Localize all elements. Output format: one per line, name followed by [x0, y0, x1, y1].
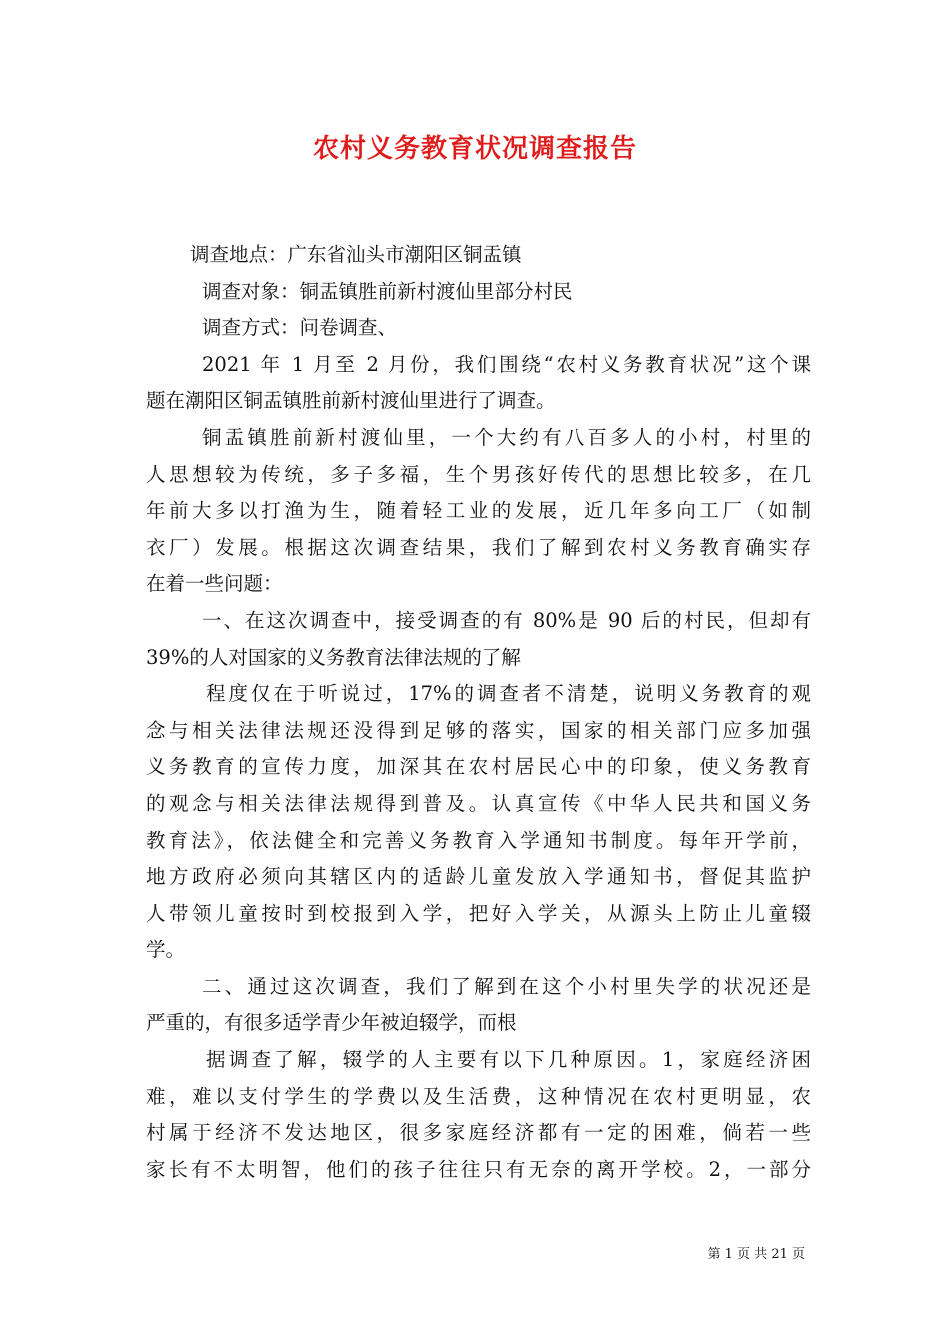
text-line: 衣厂）发展。根据这次调查结果，我们了解到农村义务教育确实存: [146, 535, 811, 559]
text-line: 学。: [146, 938, 186, 962]
text-line: 铜盂镇胜前新村渡仙里，一个大约有八百多人的小村，村里的: [202, 425, 811, 449]
text-line: 年前大多以打渔为生，随着轻工业的发展，近几年多向工厂（如制: [146, 499, 811, 523]
text-line: 在着一些问题：: [146, 572, 283, 596]
text-line: 义务教育的宣传力度，加深其在农村居民心中的印象，使义务教育: [146, 755, 811, 779]
text-line: 人思想较为传统，多子多福，生个男孩好传代的思想比较多，在几: [146, 462, 811, 486]
text-line: 调查对象：铜盂镇胜前新村渡仙里部分村民: [202, 279, 573, 303]
text-line: 39%的人对国家的义务教育法律法规的了解: [146, 645, 521, 669]
text-line: 家长有不太明智，他们的孩子往往只有无奈的离开学校。2，一部分: [146, 1157, 811, 1181]
text-line: 教育法》，依法健全和完善义务教育入学通知书制度。每年开学前，: [146, 828, 811, 852]
text-line: 念与相关法律法规还没得到足够的落实，国家的相关部门应多加强: [146, 718, 811, 742]
text-line: 一、在这次调查中，接受调查的有 80%是 90 后的村民，但却有: [202, 608, 811, 632]
text-line: 题在潮阳区铜盂镇胜前新村渡仙里进行了调查。: [146, 389, 556, 413]
text-line: 的观念与相关法律法规得到普及。认真宣传《中华人民共和国义务: [146, 791, 811, 815]
text-line: 严重的，有很多适学青少年被迫辍学，而根: [146, 1011, 517, 1035]
text-line: 调查地点：广东省汕头市潮阳区铜盂镇: [190, 243, 522, 266]
text-line: 村属于经济不发达地区，很多家庭经济都有一定的困难，倘若一些: [146, 1121, 811, 1145]
text-line: 调查方式：问卷调查、: [202, 316, 398, 340]
text-line: 人带领儿童按时到校报到入学，把好入学关，从源头上防止儿童辍: [146, 901, 811, 925]
document-title: 农村义务教育状况调查报告: [312, 134, 637, 164]
text-line: 地方政府必须向其辖区内的适龄儿童发放入学通知书，督促其监护: [146, 865, 811, 889]
text-line: 2021 年 1 月至 2 月份，我们围绕“农村义务教育状况”这个课: [202, 352, 811, 376]
text-line: 程度仅在于听说过，17%的调查者不清楚，说明义务教育的观: [206, 682, 811, 706]
text-line: 难，难以支付学生的学费以及生活费，这种情况在农村更明显，农: [146, 1084, 811, 1108]
document-body: [146, 237, 811, 1188]
page-footer: 第 1 页 共 21 页: [707, 1247, 805, 1262]
text-line: 据调查了解，辍学的人主要有以下几种原因。1，家庭经济困: [206, 1048, 811, 1072]
text-line: 二、通过这次调查，我们了解到在这个小村里失学的状况还是: [202, 974, 811, 998]
